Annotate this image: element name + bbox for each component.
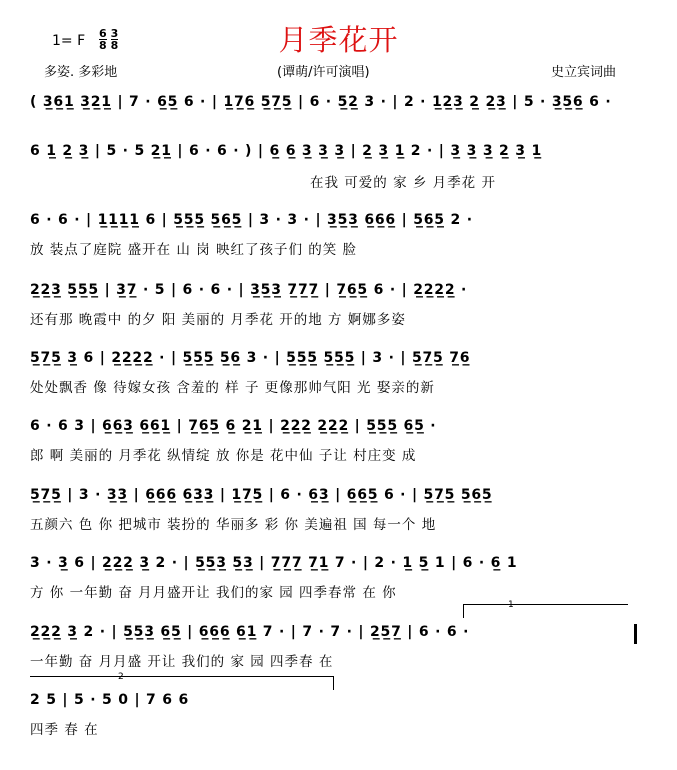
notation-row-8: 3 · 3̲ 6 | 2̲2̲2̲ 3̲ 2 · | 5̲5̲3̲ 5̲3̲ | 7̲7̲7̲ 7̲1̲ 7 · | 2 · 1̲ 5̲ 1 | 6 · 6̲ 1 — [30, 555, 518, 571]
key-signature: 1= F — [52, 33, 86, 49]
volta-1-line — [463, 604, 628, 605]
singers-credit: (谭萌/许可演唱) — [277, 65, 370, 80]
volta-1-number: 1 — [508, 600, 514, 610]
volta-1-bracket — [463, 604, 464, 618]
lyric-row-8: 方 你 一年勤 奋 月月盛开让 我们的家 园 四季春常 在 你 — [30, 585, 397, 601]
performance-style: 多姿. 多彩地 — [44, 65, 118, 80]
notation-row-9: 2̲2̲2̲ 3̲ 2 · | 5̲5̲3̲ 6̲5̲ | 6̲6̲6̲ 6̲1̲ 7 · | 7 · 7 · | 2̲5̲7̲ | 6 · 6 · — [30, 624, 470, 640]
repeat-end-bar — [634, 624, 637, 644]
volta-2-bracket — [333, 676, 334, 690]
lyric-row-4: 还有那 晚霞中 的夕 阳 美丽的 月季花 开的地 方 婀娜多姿 — [30, 312, 406, 328]
time-signature: $\frac{6}{8}$ $\frac{3}{8}$ — [99, 27, 119, 52]
lyric-row-3: 放 装点了庭院 盛开在 山 岗 映红了孩子们 的笑 脸 — [30, 242, 358, 258]
notation-row-4: 2̲2̲3̲ 5̲5̲5̲ | 3̲7̲ · 5 | 6 · 6 · | 3̲5̲3̲ 7̲7̲7̲ | 7̲6̲5̲ 6 · | 2̲2̲2̲2̲ · — [30, 282, 468, 298]
song-title: 月季花开 — [278, 23, 399, 57]
notation-row-3: 6 · 6 · | 1̲1̲1̲1̲ 6 | 5̲5̲5̲ 5̲6̲5̲ | 3 · 3 · | 3̲5̲3̲ 6̲6̲6̲ | 5̲6̲5̲ 2 · — [30, 212, 473, 228]
lyric-row-6: 郎 啊 美丽的 月季花 纵情绽 放 你是 花中仙 子让 村庄变 成 — [30, 448, 417, 464]
composer-credit: 史立宾词曲 — [551, 65, 617, 80]
lyric-row-9: 一年勤 奋 月月盛 开让 我们的 家 园 四季春 在 — [30, 654, 334, 670]
notation-row-7: 5̲7̲5̲ | 3 · 3̲3̲ | 6̲6̲6̲ 6̲3̲3̲ | 1̲7̲5̲ | 6 · 6̲3̲ | 6̲6̲5̲ 6 · | 5̲7̲5̲ 5̲6̲5̲ — [30, 487, 493, 503]
volta-2-number: 2 — [118, 672, 124, 682]
volta-2-line — [30, 676, 333, 677]
notation-row-10: 2 5 | 5 · 5 0 | 7 6 6 — [30, 692, 190, 708]
notation-row-2: 6 1̲ 2̲ 3̲ | 5 · 5 2̲1̲ | 6 · 6 · ) | 6̲ 6̲ 3̲ 3̲ 3̲ | 2̲ 3̲ 1̲ 2 · | 3̲ 3̲ 3̲ 2̲ 3̲ 1̲ — [30, 143, 543, 159]
notation-row-5: 5̲7̲5̲ 3̲ 6 | 2̲2̲2̲2̲ · | 5̲5̲5̲ 5̲6̲ 3 · | 5̲5̲5̲ 5̲5̲5̲ | 3 · | 5̲7̲5̲ 7̲6̲ — [30, 350, 471, 366]
lyric-row-10: 四季 春 在 — [30, 722, 99, 738]
lyric-row-2: 在我 可爱的 家 乡 月季花 开 — [310, 175, 496, 191]
lyric-row-7: 五颜六 色 你 把城市 装扮的 华丽多 彩 你 美遍祖 国 每一个 地 — [30, 517, 437, 533]
notation-row-1: ( 3̲6̲1̲ 3̲2̲1̲ | 7 · 6̲5̲ 6 · | 1̲7̲6̲ 5̲7̲5̲ | 6 · 5̲2̲ 3 · | 2 · 1̲2̲3̲ 2̲ 2̲3̲ | 5 · 3̲5̲6̲ 6 · — [30, 94, 612, 110]
notation-row-6: 6 · 6 3 | 6̲6̲3̲ 6̲6̲1̲ | 7̲6̲5̲ 6̲ 2̲1̲ | 2̲2̲2̲ 2̲2̲2̲ | 5̲5̲5̲ 6̲5̲ · — [30, 418, 437, 434]
lyric-row-5: 处处飘香 像 待嫁女孩 含羞的 样 子 更像那帅气阳 光 娶亲的新 — [30, 380, 435, 396]
